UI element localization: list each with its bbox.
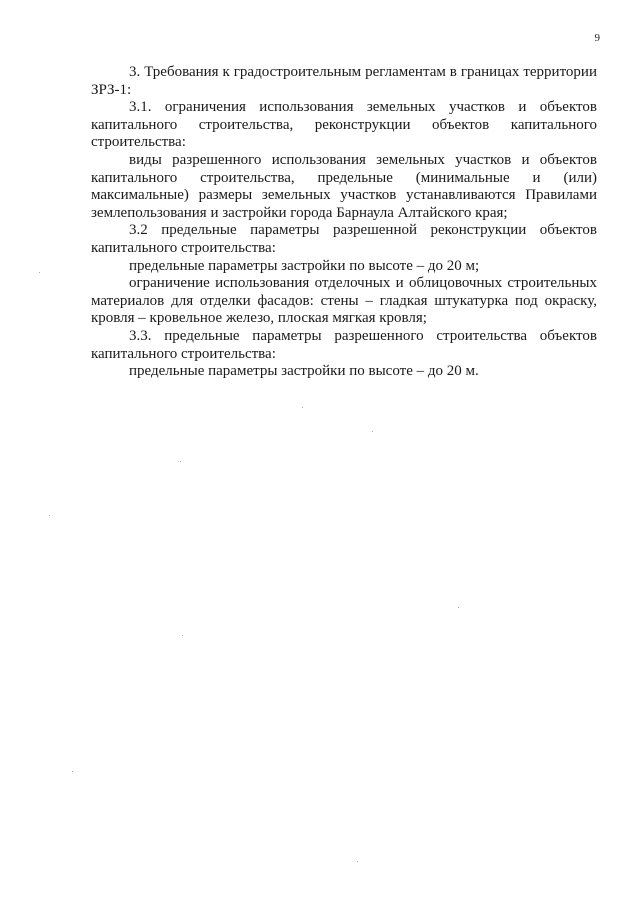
scan-speck	[49, 515, 50, 516]
scan-speck	[180, 461, 181, 462]
scan-speck	[372, 431, 373, 432]
paragraph-3-1-restrictions: 3.1. ограничения использования земельных участков и объектов капитального строительства, реконструкции объектов капитального строительства:	[91, 99, 597, 151]
paragraph-3-3-construction-params: 3.3. предельные параметры разрешенного строительства объектов капитального строительства:	[91, 327, 597, 362]
paragraph-permitted-use-types: виды разрешенного использования земельных участков и объектов капитального строительства, предельные (минимальные и (или) максимальные) размеры земельных участков устанавливаются Правилами землепользования и застройки города Барнаула Алтайского края;	[91, 151, 597, 221]
scan-speck	[302, 407, 303, 408]
scan-speck	[458, 607, 459, 608]
paragraph-3-2-reconstruction-params: 3.2 предельные параметры разрешенной реконструкции объектов капитального строительства:	[91, 222, 597, 256]
paragraph-height-limit-reconstruction: предельные параметры застройки по высоте – до 20 м;	[129, 257, 480, 274]
scan-speck	[72, 771, 73, 772]
paragraph-requirements-heading: 3. Требования к градостроительным регламентам в границах территории ЗРЗ-1:	[91, 64, 597, 98]
paragraph-facade-materials: ограничение использования отделочных и облицовочных строительных материалов для отделки фасадов: стены – гладкая штукатурка под окраску, кровля – кровельное железо, плоская мягкая кровля;	[91, 275, 597, 327]
document-body	[91, 64, 597, 381]
scan-speck	[357, 861, 358, 862]
paragraph-height-limit-construction: предельные параметры застройки по высоте – до 20 м.	[129, 363, 479, 380]
scan-speck	[182, 635, 183, 636]
scan-speck	[39, 272, 40, 273]
page-number: 9	[594, 32, 600, 44]
